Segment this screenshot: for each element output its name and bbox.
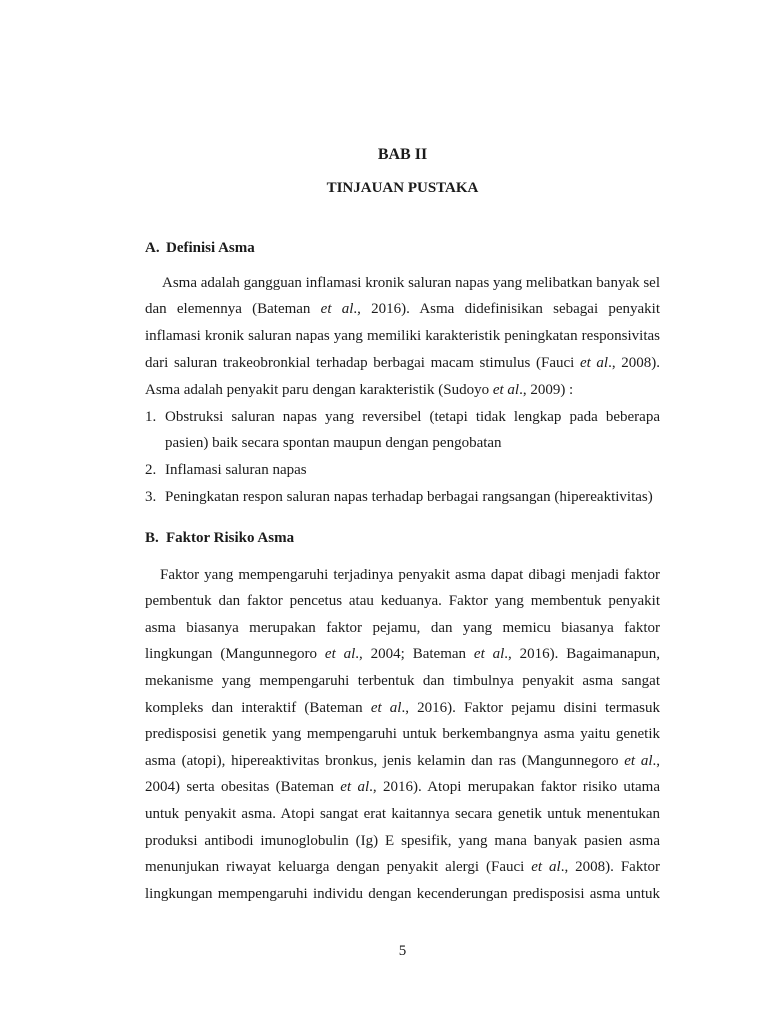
text-run: kompleks dan interaktif (Bateman xyxy=(145,699,371,716)
section-a-body xyxy=(145,270,660,511)
text-run: pembentuk dan faktor pencetus atau keduanya. Faktor yang membentuk penyakit xyxy=(145,593,660,610)
text-run: pasien) baik secara spontan maupun dengan pengobatan xyxy=(165,435,502,452)
text-run: lingkungan (Mangunnegoro xyxy=(145,646,325,663)
text-run: Faktor yang mempengaruhi terjadinya penyakit asma dapat dibagi menjadi faktor xyxy=(160,566,660,583)
text-line xyxy=(145,562,660,589)
list-number: 2. xyxy=(145,462,157,479)
text-line xyxy=(145,721,660,748)
text-run: dari saluran trakeobronkial terhadap berbagai macam stimulus (Fauci xyxy=(145,354,580,371)
italic-text: et al xyxy=(324,646,356,663)
list-item-text xyxy=(165,404,660,458)
list-item xyxy=(145,404,660,458)
text-run: Obstruksi saluran napas yang reversibel (tetapi tidak lengkap pada beberapa xyxy=(165,408,660,425)
text-run: 2004) serta obesitas (Bateman xyxy=(145,779,341,796)
text-line xyxy=(145,641,660,668)
text-run: Asma adalah penyakit paru dengan karakteristik (Sudoyo xyxy=(145,381,493,398)
text-line xyxy=(145,881,660,908)
section-heading-definisi-asma xyxy=(145,235,660,262)
paragraph xyxy=(145,562,660,908)
italic-text: et al xyxy=(473,646,505,663)
text-run: ., 2008). xyxy=(608,354,660,371)
italic-text: et al xyxy=(492,381,520,398)
text-line xyxy=(145,615,660,642)
list-number: 1. xyxy=(145,408,157,425)
section-b-body xyxy=(145,562,660,908)
italic-text: et al xyxy=(531,859,561,876)
italic-text: et al xyxy=(340,779,370,796)
text-run: lingkungan mempengaruhi individu dengan kecenderungan predisposisi asma untuk xyxy=(145,885,660,902)
numbered-list xyxy=(145,404,660,511)
text-line xyxy=(145,774,660,801)
text-line xyxy=(145,801,660,828)
italic-text: et al xyxy=(624,752,653,769)
italic-text: et al xyxy=(370,699,402,716)
text-line xyxy=(145,854,660,881)
italic-text: et al xyxy=(320,301,354,318)
text-line xyxy=(145,668,660,695)
text-line xyxy=(145,588,660,615)
text-line xyxy=(145,270,660,297)
list-item xyxy=(145,457,660,484)
text-line xyxy=(165,430,660,457)
text-run: produksi antibodi imunoglobulin (Ig) E spesifik, yang mana banyak pasien asma xyxy=(145,832,660,849)
text-run: predisposisi genetik yang mempengaruhi untuk berkembangnya asma yaitu genetik xyxy=(145,726,660,743)
list-number: 3. xyxy=(145,488,157,505)
section-marker: A. xyxy=(145,239,160,256)
section-marker: B. xyxy=(145,529,159,546)
section-title: Definisi Asma xyxy=(166,239,255,256)
text-line xyxy=(145,748,660,775)
text-run: menunjukan riwayat keluarga dengan penyakit alergi (Fauci xyxy=(145,859,532,876)
text-line xyxy=(145,695,660,722)
text-run: ., 2016). Atopi merupakan faktor risiko utama xyxy=(369,779,660,796)
text-run: inflamasi kronik saluran napas yang memiliki karakteristik peningkatan responsivitas xyxy=(145,328,660,345)
text-line xyxy=(165,457,660,484)
text-line xyxy=(165,484,660,511)
text-run: asma biasanya merupakan faktor pejamu, dan yang memicu biasanya faktor xyxy=(145,619,660,636)
text-run: ., 2004; Bateman xyxy=(355,646,474,663)
section-heading-faktor-risiko-asma xyxy=(145,525,660,552)
text-line xyxy=(145,377,660,404)
list-item xyxy=(145,484,660,511)
list-item-text xyxy=(165,484,660,511)
text-line xyxy=(145,323,660,350)
italic-text: et al xyxy=(579,354,609,371)
text-run: ., 2016). Faktor pejamu disini termasuk xyxy=(401,699,660,716)
paragraph xyxy=(145,270,660,404)
text-run: asma (atopi), hipereaktivitas bronkus, jenis kelamin dan ras (Mangunnegoro xyxy=(145,752,625,769)
text-line xyxy=(145,828,660,855)
text-line xyxy=(165,404,660,431)
text-run: untuk penyakit asma. Atopi sangat erat kaitannya secara genetik untuk menentukan xyxy=(145,806,660,823)
text-run: Peningkatan respon saluran napas terhadap berbagai rangsangan (hipereaktivitas) xyxy=(165,488,653,505)
text-run: ., 2016). Asma didefinisikan sebagai penyakit xyxy=(353,301,661,318)
text-run: dan elemennya (Bateman xyxy=(145,301,321,318)
text-run: ., 2009) : xyxy=(519,381,574,398)
chapter-title: TINJAUAN PUSTAKA xyxy=(326,180,479,196)
text-line xyxy=(145,296,660,323)
text-run: ., 2008). Faktor xyxy=(560,859,660,876)
text-run: Inflamasi saluran napas xyxy=(165,462,307,479)
text-run: mekanisme yang mempengaruhi terbentuk dan timbulnya penyakit asma sangat xyxy=(145,673,660,690)
page-number: 5 xyxy=(398,942,407,959)
text-line xyxy=(145,350,660,377)
text-run: ., xyxy=(652,752,660,769)
text-run: ., 2016). Bagaimanapun, xyxy=(504,646,661,663)
list-item-text xyxy=(165,457,660,484)
text-run: Asma adalah gangguan inflamasi kronik saluran napas yang melibatkan banyak sel xyxy=(162,274,660,291)
section-title: Faktor Risiko Asma xyxy=(166,529,295,546)
chapter-number: BAB II xyxy=(377,146,428,163)
